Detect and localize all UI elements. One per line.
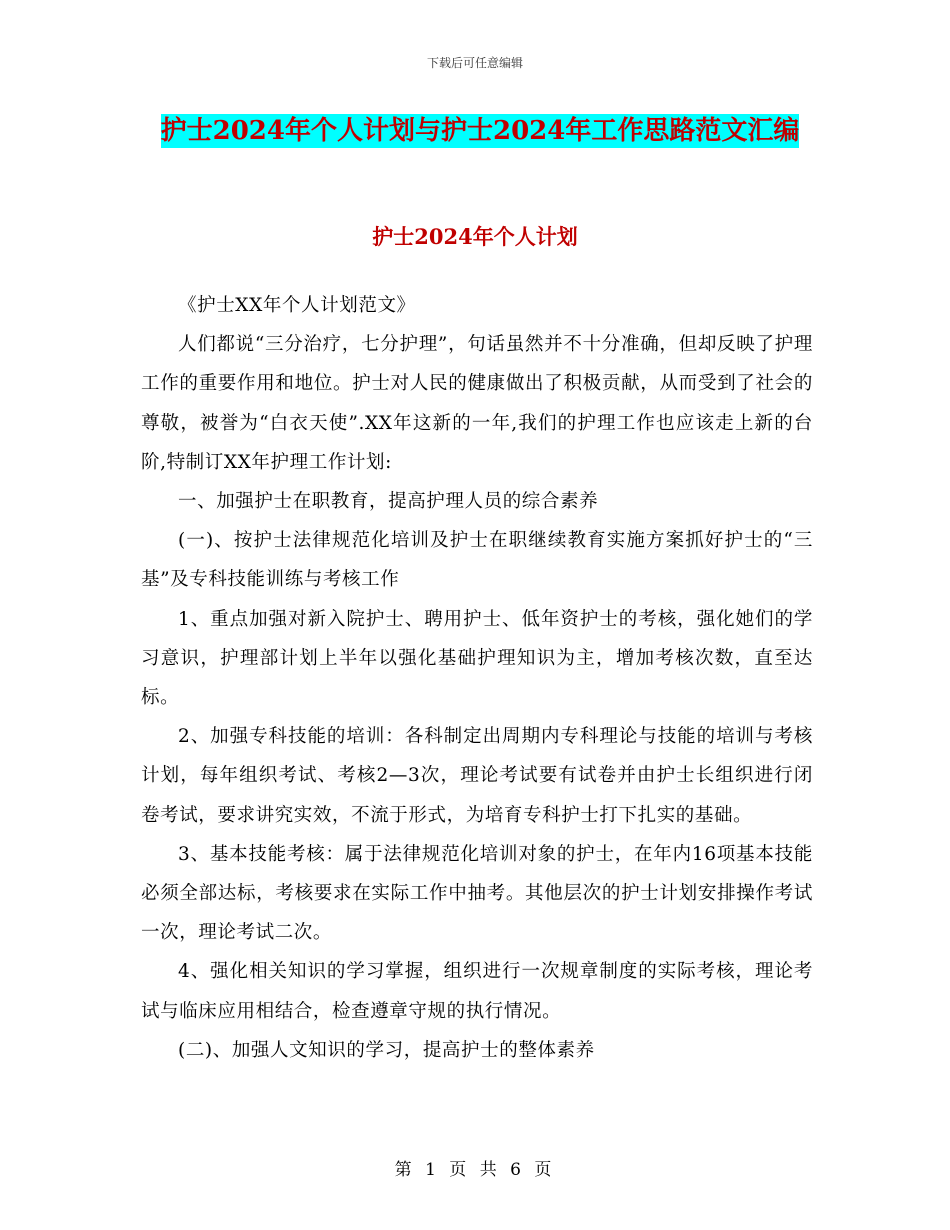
body-text <box>141 286 813 1070</box>
paragraph: 2、加强专科技能的培训：各科制定出周期内专科理论与技能的培训与考核计划，每年组织考试、考核2—3次，理论考试要有试卷并由护士长组织进行闭卷考试，要求讲究实效，不流于形式，为培育专科护士打下扎实的基础。 <box>141 726 813 826</box>
paragraph: 人们都说“三分治疗，七分护理”，句话虽然并不十分准确，但却反映了护理工作的重要作用和地位。护士对人民的健康做出了积极贡献，从而受到了社会的尊敬，被誉为“白衣天使”.XX年这新的一年,我们的护理工作也应该走上新的台阶,特制订XX年护理工作计划: <box>141 334 813 473</box>
paragraph: 1、重点加强对新入院护士、聘用护士、低年资护士的考核，强化她们的学习意识，护理部计划上半年以强化基础护理知识为主，增加考核次数，直至达标。 <box>141 608 813 709</box>
paragraph: 一、加强护士在职教育，提高护理人员的综合素养 <box>178 491 599 513</box>
paragraph: 4、强化相关知识的学习掌握，组织进行一次规章制度的实际考核，理论考试与临床应用相结合，检查遵章守规的执行情况。 <box>141 961 813 1022</box>
paragraph: (二)、加强人文知识的学习，提高护士的整体素养 <box>178 1039 595 1061</box>
section-title: 护士2024年个人计划 <box>372 224 578 249</box>
page-footer: 第 1 页 共 6 页 <box>394 1160 556 1180</box>
header-note: 下载后可任意编辑 <box>426 56 523 70</box>
paragraph: 《护士XX年个人计划范文》 <box>178 295 416 316</box>
main-title <box>140 108 820 154</box>
paragraph: 3、基本技能考核：属于法律规范化培训对象的护士，在年内16项基本技能必须全部达标，考核要求在实际工作中抽考。其他层次的护士计划安排操作考试一次，理论考试二次。 <box>141 843 813 944</box>
paragraph: (一)、按护士法律规范化培训及护士在职继续教育实施方案抓好护士的“三基”及专科技能训练与考核工作 <box>141 530 813 591</box>
main-title-text: 护士2024年个人计划与护士2024年工作思路范文汇编 <box>160 116 800 146</box>
